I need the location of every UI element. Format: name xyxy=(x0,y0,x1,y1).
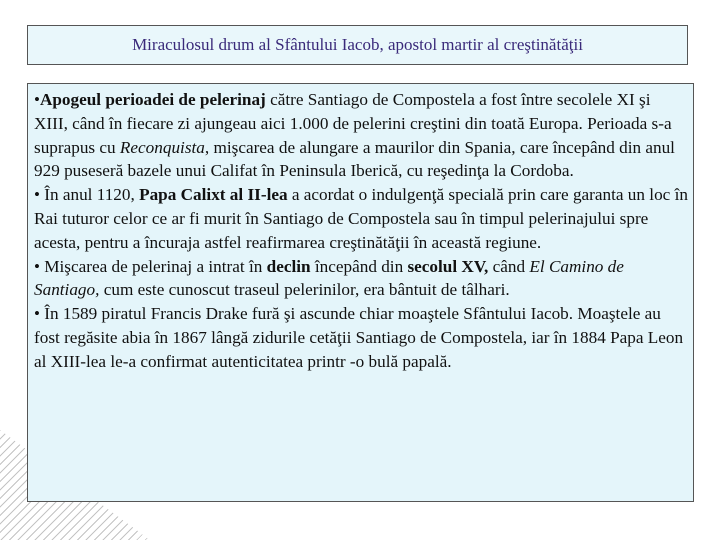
text-run: Apogeul perioadei de pelerinaj xyxy=(39,90,266,109)
slide-title: Miraculosul drum al Sfântului Iacob, apostol martir al creştinătăţii xyxy=(132,35,583,54)
text-run: În anul 1120, xyxy=(39,185,140,205)
bullet-icon: • xyxy=(34,256,40,276)
text-run: către Santiago de Compostela a fost între secolele XI şi XIII, când în fiecare zi ajungeau aici 1.000 de pelerini creştini din toată Europa. Perioada s-a suprapus cu xyxy=(34,90,672,157)
paragraph-2 xyxy=(34,183,688,254)
paragraph-3 xyxy=(34,255,688,303)
text-run: Reconquista xyxy=(119,137,205,157)
bullet-icon: • xyxy=(34,90,40,109)
text-run: începând din xyxy=(310,256,408,276)
paragraph-4 xyxy=(34,302,688,373)
text-run: , mişcarea de alungare a maurilor din Spania, care începând din anul 929 puseseră bazele unui Califat în Peninsula Iberică, cu reşedinţa la Cordoba. xyxy=(34,137,675,181)
text-run: El Camino de Santiago, xyxy=(34,256,624,300)
bullet-icon: • xyxy=(34,185,40,205)
text-run: a acordat o indulgenţă specială prin care garanta un loc în Rai tuturor celor ce ar fi murit în Santiago de Compostela sau în timpul pelerinajului spre acesta, pentru a încuraja astfel reafirmarea creştinătăţii în această regiune. xyxy=(34,185,688,252)
slide-body xyxy=(27,83,694,502)
text-run: declin xyxy=(266,256,311,276)
bullet-icon: • xyxy=(34,304,40,324)
text-run: În 1589 piratul Francis Drake fură şi ascunde chiar moaştele Sfântului Iacob. Moaştele au fost regăsite abia în 1867 lângă zidurile cetăţii Santiago de Compostela, iar în 1884 Papa Leon al XIII-lea le-a confirmat autenticitatea printr -o bulă papală. xyxy=(34,304,684,371)
text-run: secolul XV, xyxy=(407,256,489,276)
text-run: Mişcarea de pelerinaj a intrat în xyxy=(39,256,267,276)
paragraph-1 xyxy=(34,88,688,183)
text-run: când xyxy=(488,256,530,276)
text-run: Papa Calixt al II-lea xyxy=(139,185,288,205)
text-run: cum este cunoscut traseul pelerinilor, era bântuit de tâlhari. xyxy=(99,280,510,300)
slide-title-box xyxy=(27,25,688,65)
